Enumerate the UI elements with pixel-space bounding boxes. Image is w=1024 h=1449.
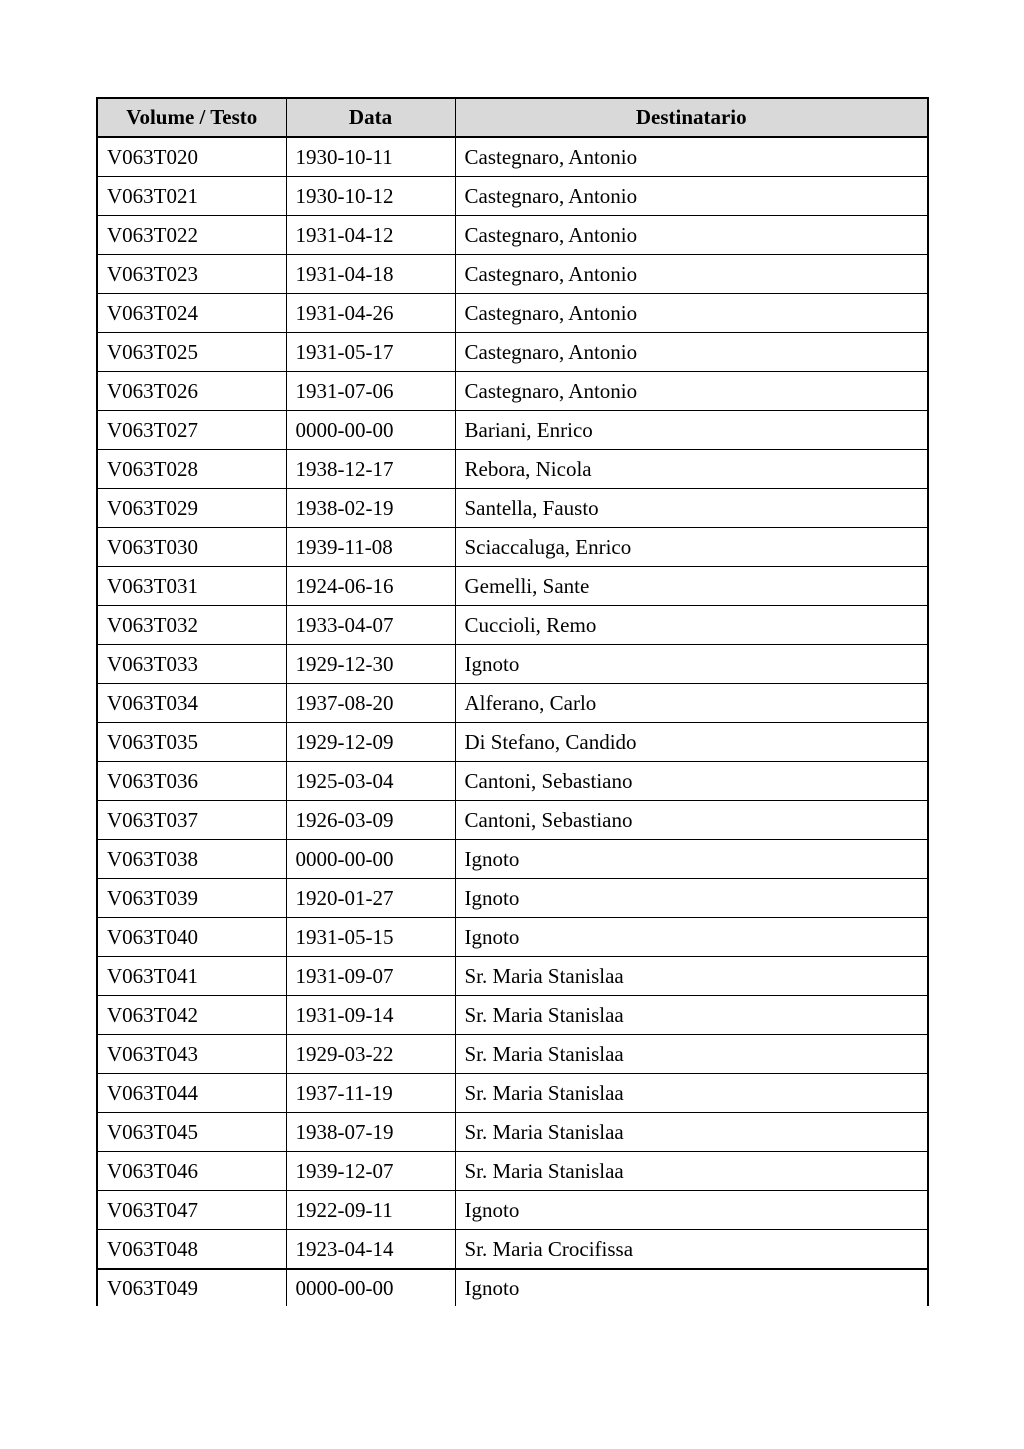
table-row (97, 1269, 928, 1306)
cell-destinatario: Ignoto (455, 1269, 928, 1306)
cell-volume-testo: V063T044 (97, 1074, 286, 1113)
cell-destinatario: Santella, Fausto (455, 489, 928, 528)
cell-destinatario: Ignoto (455, 840, 928, 879)
cell-data: 0000-00-00 (286, 1269, 455, 1306)
cell-destinatario: Sr. Maria Stanislaa (455, 1113, 928, 1152)
table-row (97, 645, 928, 684)
cell-destinatario: Di Stefano, Candido (455, 723, 928, 762)
cell-volume-testo: V063T032 (97, 606, 286, 645)
cell-volume-testo: V063T034 (97, 684, 286, 723)
table-row (97, 957, 928, 996)
cell-destinatario: Cantoni, Sebastiano (455, 801, 928, 840)
cell-destinatario: Castegnaro, Antonio (455, 333, 928, 372)
cell-destinatario: Castegnaro, Antonio (455, 177, 928, 216)
table-row (97, 177, 928, 216)
cell-data: 1922-09-11 (286, 1191, 455, 1230)
cell-destinatario: Sr. Maria Crocifissa (455, 1230, 928, 1270)
cell-destinatario: Sr. Maria Stanislaa (455, 1074, 928, 1113)
cell-data: 1937-11-19 (286, 1074, 455, 1113)
cell-destinatario: Bariani, Enrico (455, 411, 928, 450)
cell-volume-testo: V063T025 (97, 333, 286, 372)
cell-data: 0000-00-00 (286, 840, 455, 879)
table-row (97, 801, 928, 840)
cell-volume-testo: V063T033 (97, 645, 286, 684)
cell-volume-testo: V063T039 (97, 879, 286, 918)
cell-volume-testo: V063T030 (97, 528, 286, 567)
cell-volume-testo: V063T042 (97, 996, 286, 1035)
cell-data: 1939-12-07 (286, 1152, 455, 1191)
cell-volume-testo: V063T045 (97, 1113, 286, 1152)
cell-volume-testo: V063T022 (97, 216, 286, 255)
cell-volume-testo: V063T046 (97, 1152, 286, 1191)
cell-data: 0000-00-00 (286, 411, 455, 450)
cell-volume-testo: V063T047 (97, 1191, 286, 1230)
column-header-data: Data (286, 98, 455, 137)
cell-volume-testo: V063T035 (97, 723, 286, 762)
cell-volume-testo: V063T036 (97, 762, 286, 801)
cell-destinatario: Ignoto (455, 918, 928, 957)
cell-data: 1931-05-17 (286, 333, 455, 372)
table-row (97, 489, 928, 528)
table-row (97, 723, 928, 762)
cell-data: 1938-07-19 (286, 1113, 455, 1152)
table-row (97, 840, 928, 879)
cell-data: 1931-05-15 (286, 918, 455, 957)
table-header-row (97, 98, 928, 137)
table-row (97, 450, 928, 489)
table-row (97, 255, 928, 294)
cell-data: 1925-03-04 (286, 762, 455, 801)
cell-data: 1930-10-12 (286, 177, 455, 216)
cell-data: 1931-09-07 (286, 957, 455, 996)
cell-destinatario: Ignoto (455, 645, 928, 684)
table-row (97, 567, 928, 606)
cell-destinatario: Castegnaro, Antonio (455, 255, 928, 294)
cell-data: 1930-10-11 (286, 137, 455, 177)
table-row (97, 1113, 928, 1152)
cell-data: 1931-09-14 (286, 996, 455, 1035)
table-row (97, 918, 928, 957)
cell-volume-testo: V063T021 (97, 177, 286, 216)
cell-data: 1929-03-22 (286, 1035, 455, 1074)
cell-destinatario: Ignoto (455, 879, 928, 918)
cell-data: 1931-04-12 (286, 216, 455, 255)
cell-data: 1933-04-07 (286, 606, 455, 645)
cell-data: 1923-04-14 (286, 1230, 455, 1270)
cell-destinatario: Cantoni, Sebastiano (455, 762, 928, 801)
cell-volume-testo: V063T028 (97, 450, 286, 489)
cell-destinatario: Sr. Maria Stanislaa (455, 996, 928, 1035)
table-row (97, 137, 928, 177)
cell-data: 1920-01-27 (286, 879, 455, 918)
cell-volume-testo: V063T037 (97, 801, 286, 840)
cell-volume-testo: V063T041 (97, 957, 286, 996)
cell-destinatario: Ignoto (455, 1191, 928, 1230)
column-header-volume-testo: Volume / Testo (97, 98, 286, 137)
cell-destinatario: Gemelli, Sante (455, 567, 928, 606)
cell-volume-testo: V063T027 (97, 411, 286, 450)
cell-data: 1931-07-06 (286, 372, 455, 411)
table-row (97, 333, 928, 372)
volumes-table (96, 97, 929, 1306)
table-row (97, 1152, 928, 1191)
column-header-destinatario: Destinatario (455, 98, 928, 137)
cell-data: 1937-08-20 (286, 684, 455, 723)
cell-volume-testo: V063T043 (97, 1035, 286, 1074)
cell-data: 1926-03-09 (286, 801, 455, 840)
cell-destinatario: Alferano, Carlo (455, 684, 928, 723)
cell-data: 1931-04-18 (286, 255, 455, 294)
table-row (97, 606, 928, 645)
cell-data: 1939-11-08 (286, 528, 455, 567)
table-row (97, 1074, 928, 1113)
cell-volume-testo: V063T031 (97, 567, 286, 606)
cell-destinatario: Cuccioli, Remo (455, 606, 928, 645)
cell-volume-testo: V063T026 (97, 372, 286, 411)
cell-destinatario: Sciaccaluga, Enrico (455, 528, 928, 567)
cell-volume-testo: V063T020 (97, 137, 286, 177)
cell-volume-testo: V063T023 (97, 255, 286, 294)
cell-destinatario: Rebora, Nicola (455, 450, 928, 489)
cell-volume-testo: V063T040 (97, 918, 286, 957)
table-row (97, 294, 928, 333)
table-body (97, 137, 928, 1306)
cell-data: 1924-06-16 (286, 567, 455, 606)
cell-volume-testo: V063T024 (97, 294, 286, 333)
table-row (97, 411, 928, 450)
cell-destinatario: Sr. Maria Stanislaa (455, 957, 928, 996)
table-row (97, 1191, 928, 1230)
cell-destinatario: Castegnaro, Antonio (455, 372, 928, 411)
cell-destinatario: Castegnaro, Antonio (455, 137, 928, 177)
cell-data: 1929-12-30 (286, 645, 455, 684)
table-row (97, 1035, 928, 1074)
cell-volume-testo: V063T048 (97, 1230, 286, 1270)
table-row (97, 1230, 928, 1270)
table-row (97, 684, 928, 723)
cell-destinatario: Castegnaro, Antonio (455, 294, 928, 333)
cell-destinatario: Sr. Maria Stanislaa (455, 1152, 928, 1191)
table-row (97, 996, 928, 1035)
cell-data: 1938-02-19 (286, 489, 455, 528)
cell-destinatario: Sr. Maria Stanislaa (455, 1035, 928, 1074)
cell-volume-testo: V063T029 (97, 489, 286, 528)
cell-destinatario: Castegnaro, Antonio (455, 216, 928, 255)
table-row (97, 372, 928, 411)
table-row (97, 762, 928, 801)
cell-data: 1938-12-17 (286, 450, 455, 489)
table-row (97, 216, 928, 255)
table-row (97, 528, 928, 567)
cell-data: 1931-04-26 (286, 294, 455, 333)
cell-data: 1929-12-09 (286, 723, 455, 762)
cell-volume-testo: V063T038 (97, 840, 286, 879)
cell-volume-testo: V063T049 (97, 1269, 286, 1306)
table-row (97, 879, 928, 918)
